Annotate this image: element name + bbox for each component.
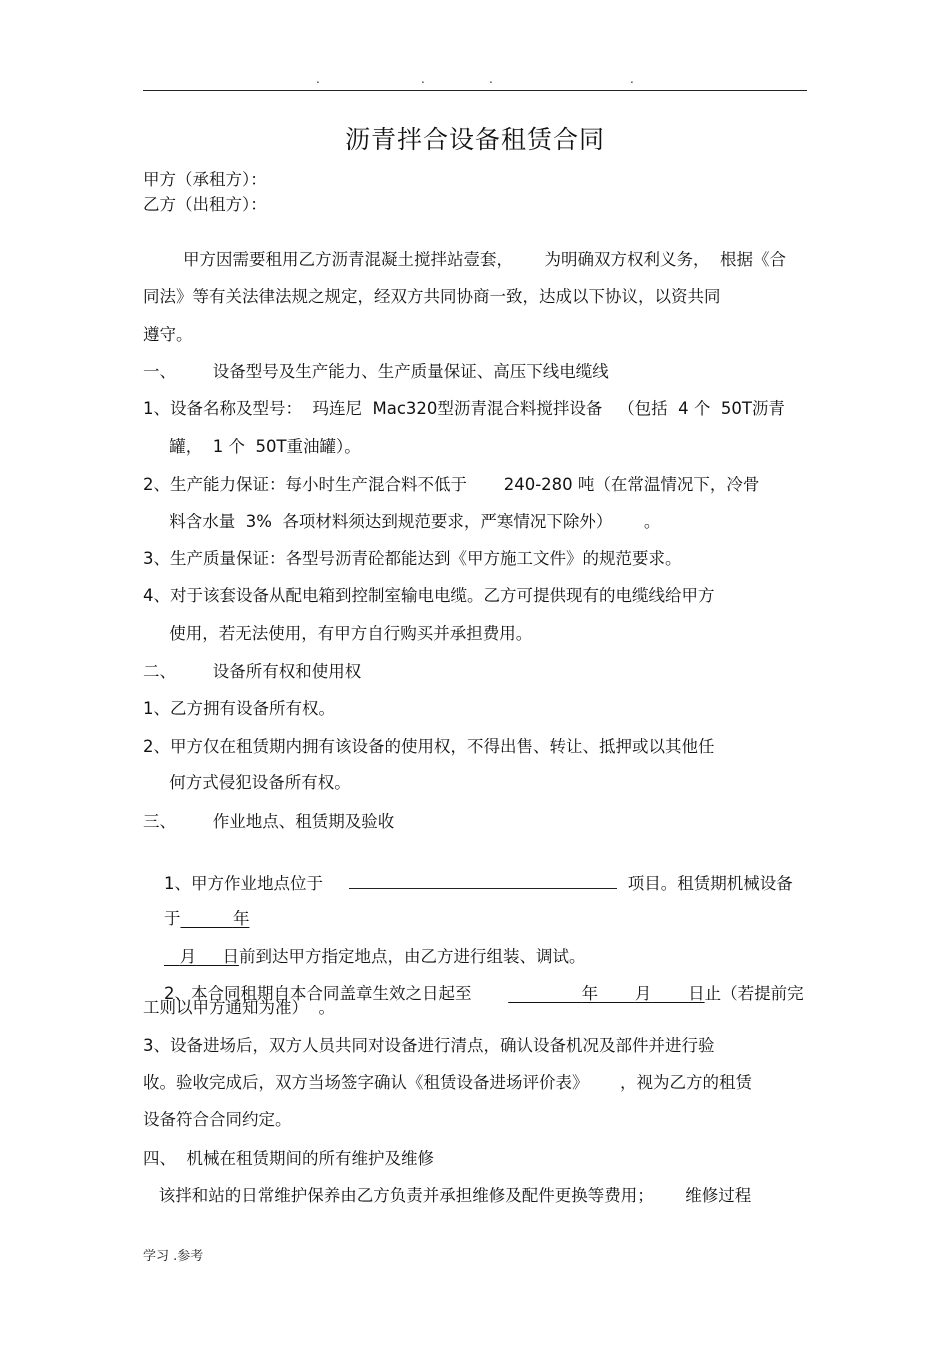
header-dot: . <box>630 72 634 86</box>
location-blank <box>349 870 617 889</box>
intro-line: 遵守。 <box>143 325 193 344</box>
clause-line: 该拌和站的日常维护保养由乙方负责并承担维修及配件更换等费用； 维修过程 <box>143 1186 752 1205</box>
clause-line: 设备符合合同约定。 <box>143 1110 292 1129</box>
year-blank: 年 <box>232 909 250 928</box>
clause-line: 3、生产质量保证：各型号沥青砼都能达到《甲方施工文件》的规范要求。 <box>143 549 682 568</box>
clause-text: 项目。租赁期机械设备 <box>617 874 793 893</box>
intro-line: 同法》等有关法律法规之规定，经双方共同协商一致，达成以下协议，以资共同 <box>143 287 721 306</box>
header-rule <box>143 90 807 91</box>
clause-line: 料含水量 3% 各项材料须达到规范要求，严寒情况下除外） 。 <box>143 512 661 531</box>
section-heading: 三、 作业地点、租赁期及验收 <box>143 812 395 831</box>
header-dots <box>0 72 950 86</box>
clause-text: 于 <box>163 909 181 928</box>
clause-line: 使用，若无法使用，有甲方自行购买并承担费用。 <box>143 624 533 643</box>
section-heading: 一、 设备型号及生产能力、生产质量保证、高压下线电缆线 <box>143 362 609 381</box>
section-heading: 四、 机械在租赁期间的所有维护及维修 <box>143 1149 434 1168</box>
end-date-blank: 年 月 日 <box>581 984 705 1003</box>
clause-text: 止（若提前完 <box>704 984 804 1003</box>
clause-line: 2、甲方仅在租赁期内拥有该设备的使用权，不得出售、转让、抵押或以其他任 <box>143 737 715 756</box>
header-dot: . <box>316 72 320 86</box>
clause-line: 收。验收完成后，双方当场签字确认《租赁设备进场评价表》 ，视为乙方的租赁 <box>143 1073 752 1092</box>
clause-line: 3、设备进场后，双方人员共同对设备进行清点，确认设备机况及部件并进行验 <box>143 1036 715 1055</box>
month-day-blank: 月 日 <box>179 947 239 966</box>
clause-line: 何方式侵犯设备所有权。 <box>143 773 351 792</box>
party-b-label: 乙方（出租方）： <box>143 195 267 214</box>
party-a-label: 甲方（承租方）： <box>143 170 267 189</box>
clause-line: 4、对于该套设备从配电箱到控制室输电电缆。乙方可提供现有的电缆线给甲方 <box>143 586 715 605</box>
clause-line: 罐， 1 个 50T重油罐）。 <box>143 437 361 456</box>
header-dot: . <box>489 72 493 86</box>
clause-text: 1、甲方作业地点位于 <box>163 874 350 893</box>
clause-line: 工则以甲方通知为准） 。 <box>143 998 335 1017</box>
clause-line: 1、乙方拥有设备所有权。 <box>143 699 335 718</box>
header-dot: . <box>421 72 425 86</box>
document-title: 沥青拌合设备租赁合同 <box>344 125 605 154</box>
page-footer: 学习 .参考 <box>143 1249 204 1264</box>
clause-line: 1、设备名称及型号： 玛连尼 Mac320型沥青混合料搅拌设备 （包括 4 个 50T沥青 <box>143 399 785 418</box>
clause-text: 前到达甲方指定地点，由乙方进行组装、调试。 <box>238 947 586 966</box>
section-heading: 二、 设备所有权和使用权 <box>143 662 362 681</box>
intro-line: 甲方因需要租用乙方沥青混凝土搅拌站壹套， 为明确双方权利义务， 根据《合 <box>183 250 786 269</box>
clause-line: 2、生产能力保证：每小时生产混合料不低于 240-280 吨（在常温情况下，冷骨 <box>143 475 760 494</box>
clause-text: 2、本合同租期自本合同盖章生效之日起至 <box>163 984 509 1003</box>
